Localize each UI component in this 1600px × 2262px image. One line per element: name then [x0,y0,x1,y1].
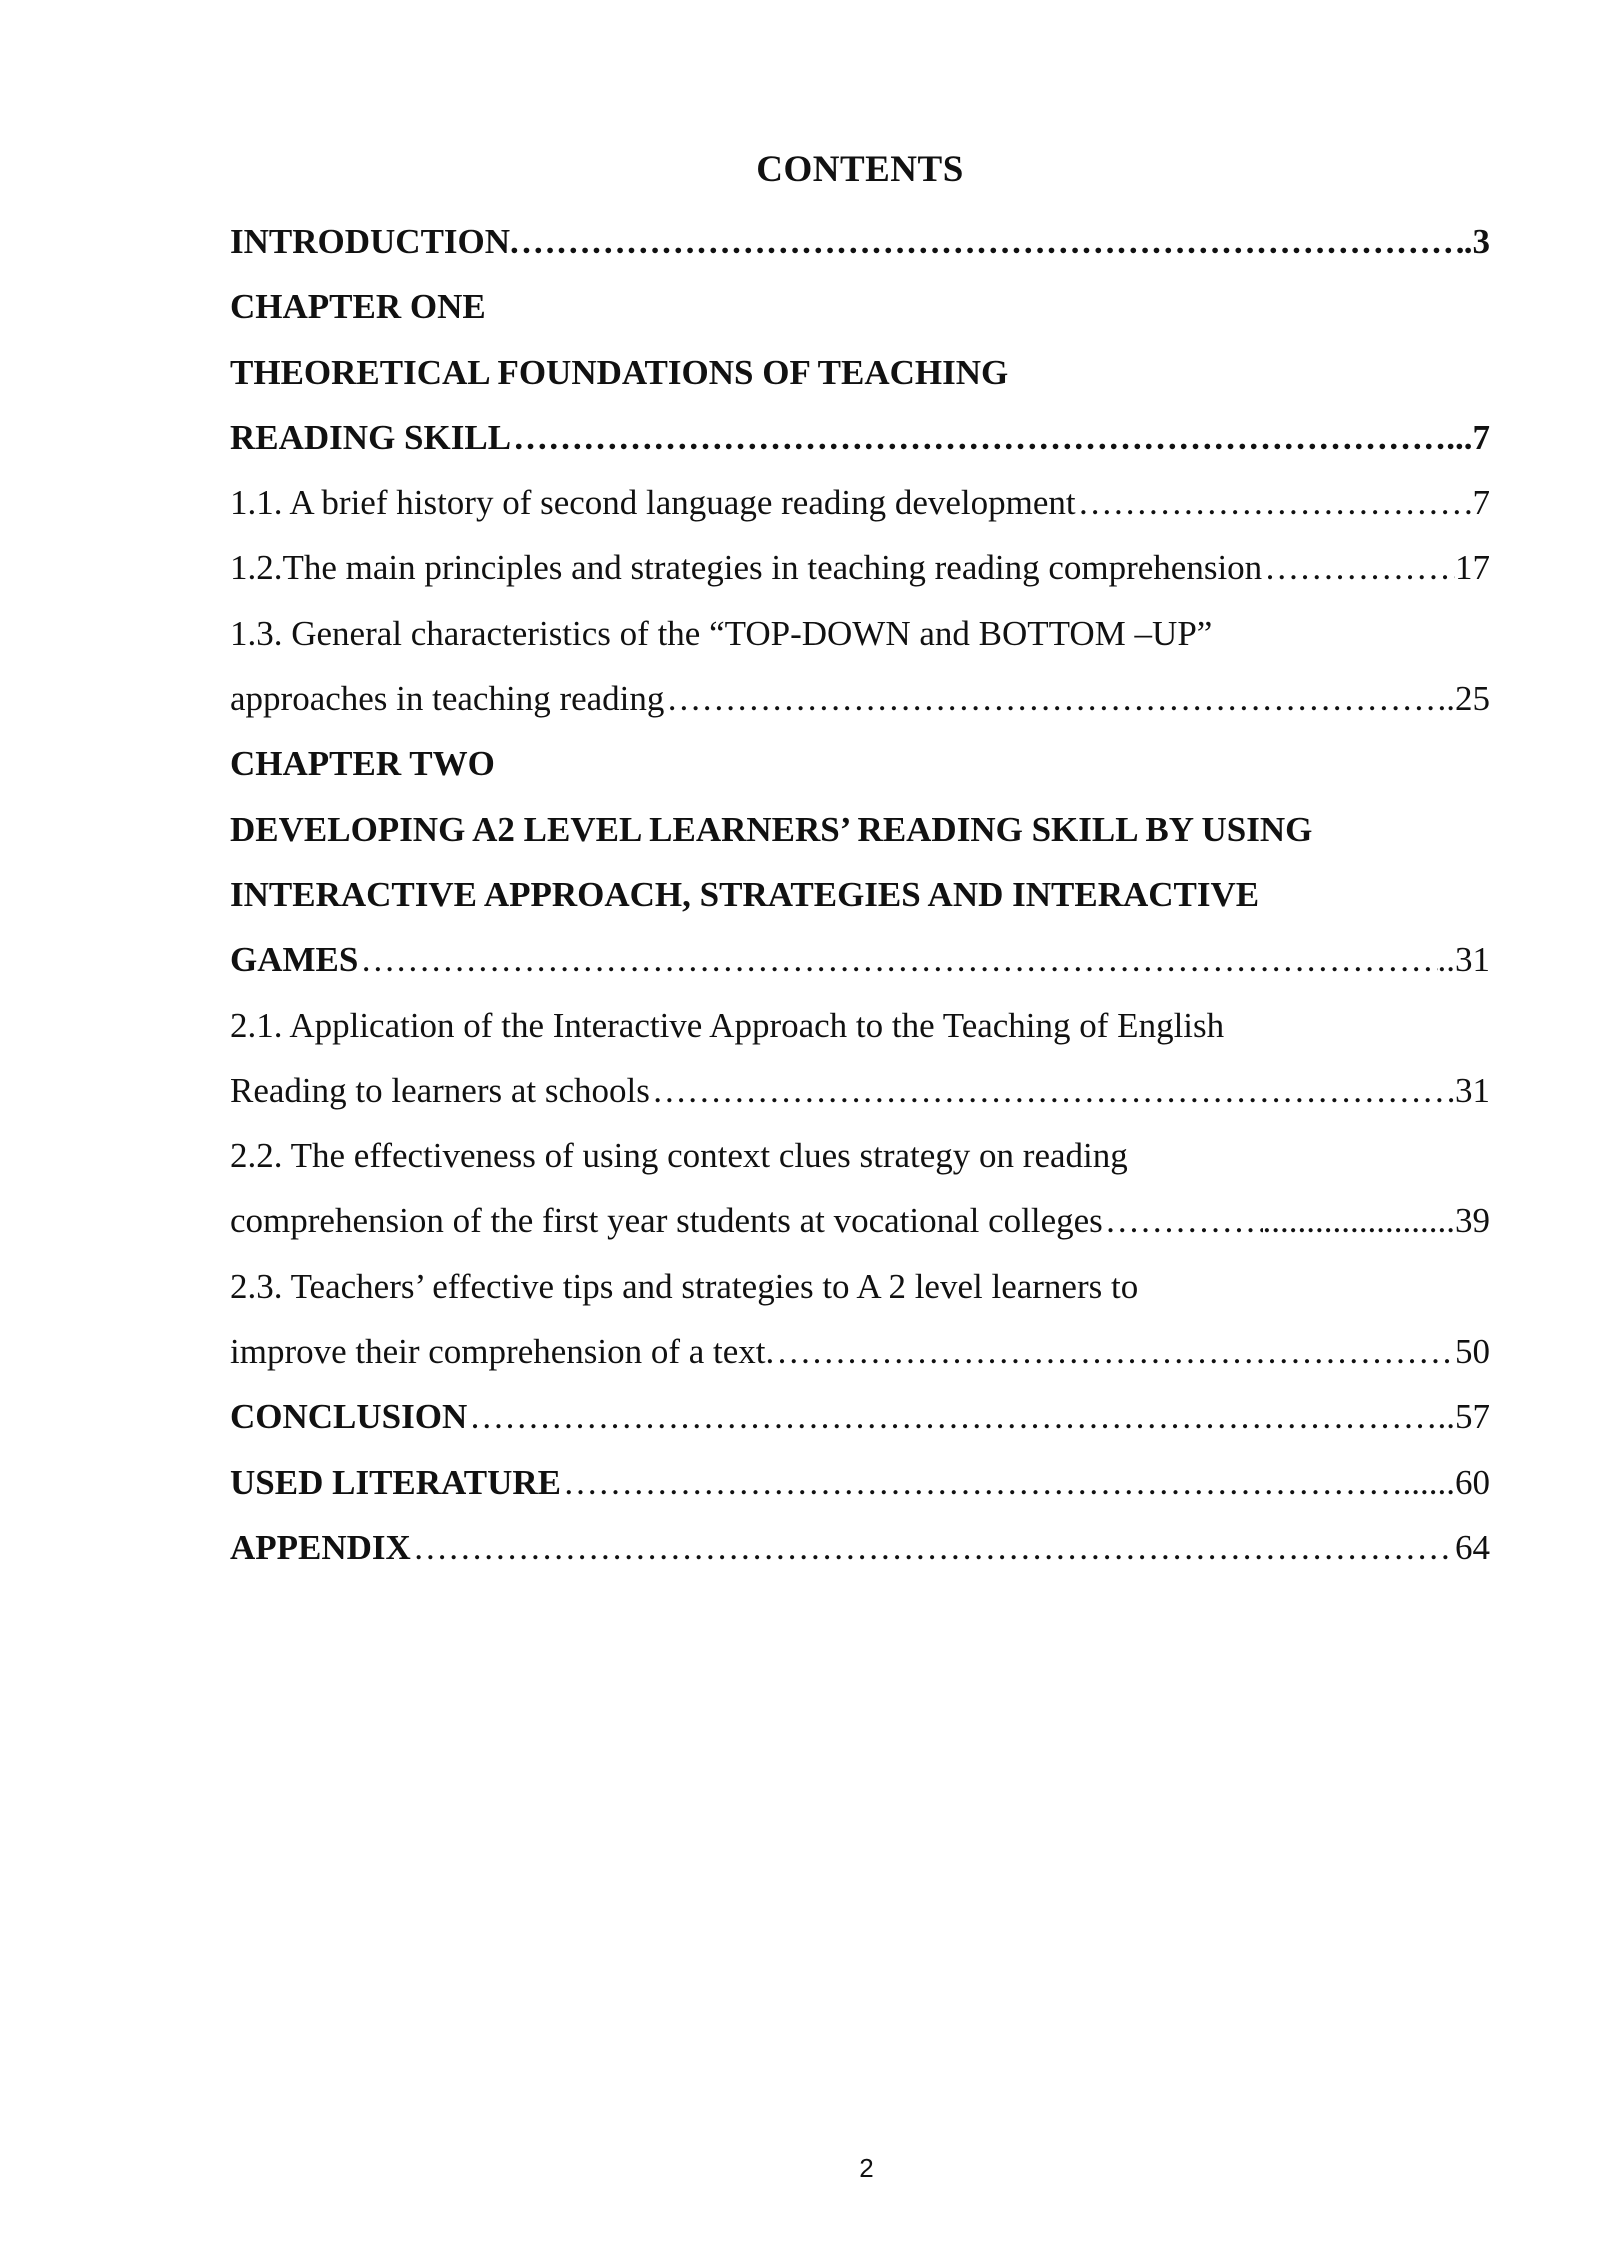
toc-heading [230,806,1490,871]
toc-entry [230,479,1490,544]
toc-heading [230,349,1490,414]
toc-entry-label: approaches in teaching reading [230,679,665,719]
toc-entry-page: 7 [1472,483,1490,523]
toc-entry [230,414,1490,479]
toc-entry-label: 1.3. General characteristics of the “TOP-DOWN and BOTTOM –UP” [230,613,1213,653]
toc-entry-page: ..31 [1437,940,1490,980]
toc-entry [230,1328,1490,1393]
toc-entry [230,1459,1490,1524]
dot-leader [563,1459,1403,1507]
toc-entry-label: improve their comprehension of a text. [230,1332,775,1372]
toc-entry-page: .3 [1463,222,1490,261]
toc-entry [230,1524,1490,1589]
toc-entry-label: DEVELOPING A2 LEVEL LEARNERS’ READING SKILL BY USING [230,809,1313,849]
toc-entry-label: 2.2. The effectiveness of using context clues strategy on reading [230,1136,1128,1176]
page-title: CONTENTS [756,149,964,190]
toc-entry [230,936,1490,1001]
toc-entry-label: GAMES [230,940,359,980]
toc-heading [230,1132,1490,1197]
toc-entry-page: ..57 [1437,1397,1490,1437]
dot-leader [360,936,1437,984]
toc-entry-label: comprehension of the first year students at vocational colleges [230,1201,1103,1241]
toc-entry-label: CHAPTER ONE [230,287,486,327]
dot-leader [1264,544,1455,592]
toc-entry-page: ......................39 [1262,1201,1490,1241]
toc-entry-label: CONCLUSION [230,1397,468,1437]
toc-entry [230,675,1490,740]
toc-entry-label: USED LITERATURE [230,1462,561,1502]
toc-entry-label: THEORETICAL FOUNDATIONS OF TEACHING [230,352,1009,392]
dot-leader [469,1393,1437,1441]
dot-leader [1105,1197,1263,1245]
dot-leader [513,414,1446,462]
toc-heading [230,871,1490,936]
toc-entry [230,544,1490,609]
toc-entry-page: 50 [1455,1332,1490,1372]
toc-entry-label: CHAPTER TWO [230,744,495,784]
toc-entry-label: Reading to learners at schools [230,1070,650,1110]
toc-heading [230,1002,1490,1067]
toc-entry [230,218,1490,283]
toc-heading [230,740,1490,805]
toc-entry [230,1197,1490,1262]
dot-leader [413,1524,1455,1572]
toc-entry-label: INTERACTIVE APPROACH, STRATEGIES AND INTERACTIVE [230,874,1260,914]
toc-entry-label: 2.1. Application of the Interactive Approach to the Teaching of English [230,1005,1225,1045]
toc-entry-page: ...7 [1446,417,1490,457]
page-number: 2 [859,2153,874,2183]
toc-entry-label: INTRODUCTION. [230,222,519,261]
toc-heading [230,283,1490,348]
toc-heading [230,610,1490,675]
toc-entry-label: 2.3. Teachers’ effective tips and strategies to A 2 level learners to [230,1266,1139,1306]
toc-entry [230,1393,1490,1458]
dot-leader [521,218,1464,266]
dot-leader [666,675,1437,723]
toc-entry-page: ......60 [1402,1462,1490,1502]
toc-entry [230,1067,1490,1132]
toc-entry-page: ..25 [1437,679,1490,719]
toc-heading [230,1263,1490,1328]
toc-entry-label: APPENDIX [230,1527,411,1567]
dot-leader [776,1328,1455,1376]
toc-entry-label: READING SKILL [230,417,512,457]
toc-entry-label: 1.2.The main principles and strategies in teaching reading comprehension [230,548,1263,588]
table-of-contents [230,218,1490,1589]
toc-entry-label: 1.1. A brief history of second language reading development [230,483,1076,523]
toc-entry-page: 17 [1455,548,1490,588]
toc-entry-page: 31 [1455,1070,1490,1110]
dot-leader [1078,479,1473,527]
dot-leader [652,1067,1455,1115]
toc-entry-page: 64 [1455,1527,1490,1567]
